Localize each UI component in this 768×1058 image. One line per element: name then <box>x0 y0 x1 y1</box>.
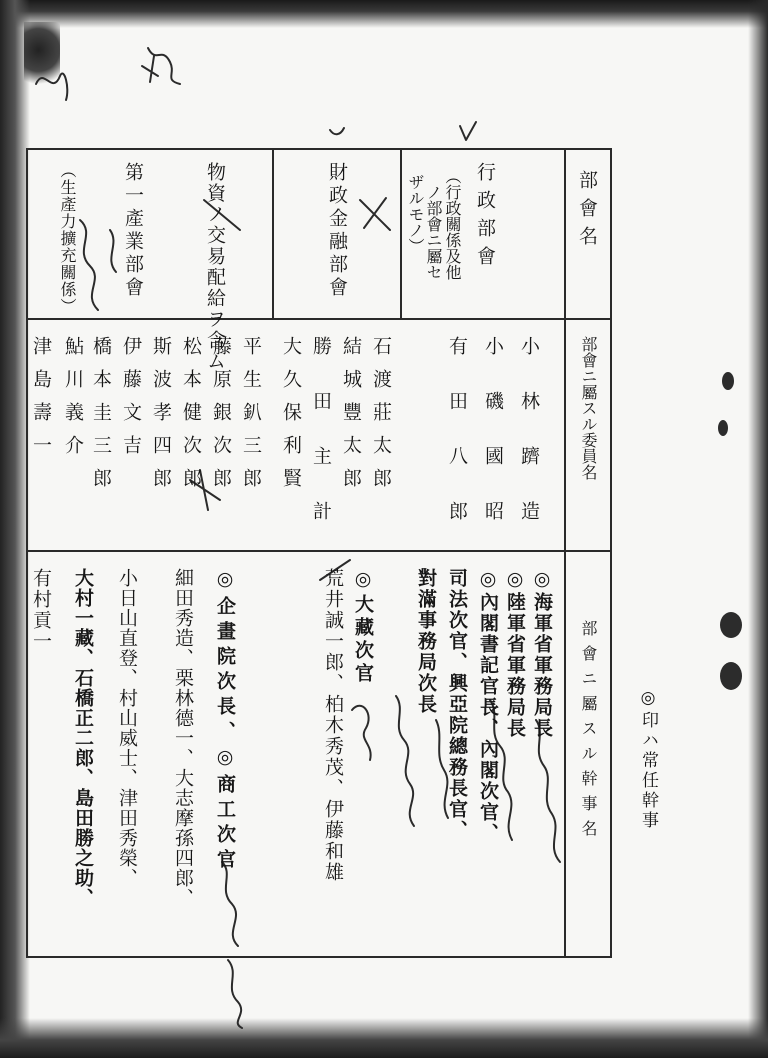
member-name: 小林躋造 <box>518 336 540 556</box>
secretary-entry: ◎海軍省軍務局長 <box>531 568 553 739</box>
secretary-entry: 荒井誠一郎、柏木秀茂、伊藤和雄 <box>322 568 344 883</box>
secretary-entry: 有村貢一 <box>30 568 52 652</box>
member-name: 津島壽一 <box>30 336 52 468</box>
header-members: 部會ニ屬スル委員名 <box>579 336 598 480</box>
secretary-entry: 小日山直登、村山威士、津田秀榮、 <box>116 568 138 888</box>
secretary-entry: ◎企畫院次長、◎商工次官 <box>214 568 236 874</box>
table-border <box>26 318 612 320</box>
handwritten-mark-top-left <box>30 36 190 116</box>
committee-industry-1: 第一產業部會 <box>122 162 144 300</box>
legend-note: ◎印ハ常任幹事 <box>638 688 658 831</box>
member-name: 松本健次郎 <box>180 336 202 501</box>
header-secretaries: 部會ニ屬スル幹事名 <box>579 620 598 845</box>
committee-note-line: （行政關係及他 <box>443 168 462 280</box>
handwritten-check-marks <box>320 118 500 148</box>
committee-administration: 行政部會 <box>474 162 496 274</box>
secretary-entry: ◎大藏次官 <box>352 568 374 686</box>
member-name: 鮎川義介 <box>62 336 84 468</box>
member-name: 平生釟三郎 <box>240 336 262 501</box>
committee-note-line: （生產力擴充關係） <box>58 162 77 315</box>
table-border <box>26 148 612 150</box>
committee-note-line: ノ部會ニ屬セ <box>424 184 443 280</box>
secretary-entry: ◎內閣書記官長、內閣次官、 <box>477 568 499 844</box>
table-border <box>564 148 566 958</box>
member-name: 勝田主計 <box>310 336 332 556</box>
member-name: 有田八郎 <box>446 336 468 556</box>
secretary-entry: ◎陸軍省軍務局長 <box>504 568 526 739</box>
member-name: 小磯國昭 <box>482 336 504 556</box>
table-border <box>26 956 612 958</box>
scan-blob-2 <box>718 420 728 436</box>
header-committee-name: 部會名 <box>576 170 598 254</box>
scan-edge-right <box>748 0 768 1058</box>
secretary-entry: 細田秀造、栗林德一、大志摩孫四郎、 <box>172 568 194 908</box>
scan-blob-4 <box>720 662 742 690</box>
member-name: 石渡莊太郎 <box>370 336 392 501</box>
committee-trade-distribution: 物資ノ交易配給ヲ含ム <box>204 162 226 372</box>
table-border <box>610 148 612 958</box>
member-name: 橋本圭三郎 <box>90 336 112 501</box>
scan-edge-bottom <box>0 1018 768 1058</box>
table-border <box>272 148 274 318</box>
member-name: 斯波孝四郎 <box>150 336 172 501</box>
committee-note-line: ザルモノ） <box>406 174 425 254</box>
member-name: 大久保利賢 <box>280 336 302 501</box>
secretary-entry: 對滿事務局次長 <box>415 568 437 715</box>
committee-finance: 財政金融部會 <box>326 162 348 300</box>
committee-table <box>26 148 612 958</box>
member-name: 藤原銀次郎 <box>210 336 232 501</box>
member-name: 結城豐太郎 <box>340 336 362 501</box>
secretary-entry: 大村一藏、石橋正二郎、島田勝之助、 <box>72 568 94 908</box>
member-name: 伊藤文吉 <box>120 336 142 468</box>
secretary-entry: 司法次官、興亞院總務長官、 <box>446 568 468 841</box>
scan-edge-top <box>0 0 768 28</box>
table-border <box>400 148 402 318</box>
scan-blob-1 <box>722 372 734 390</box>
table-border <box>26 148 28 958</box>
scan-blob-3 <box>720 612 742 638</box>
